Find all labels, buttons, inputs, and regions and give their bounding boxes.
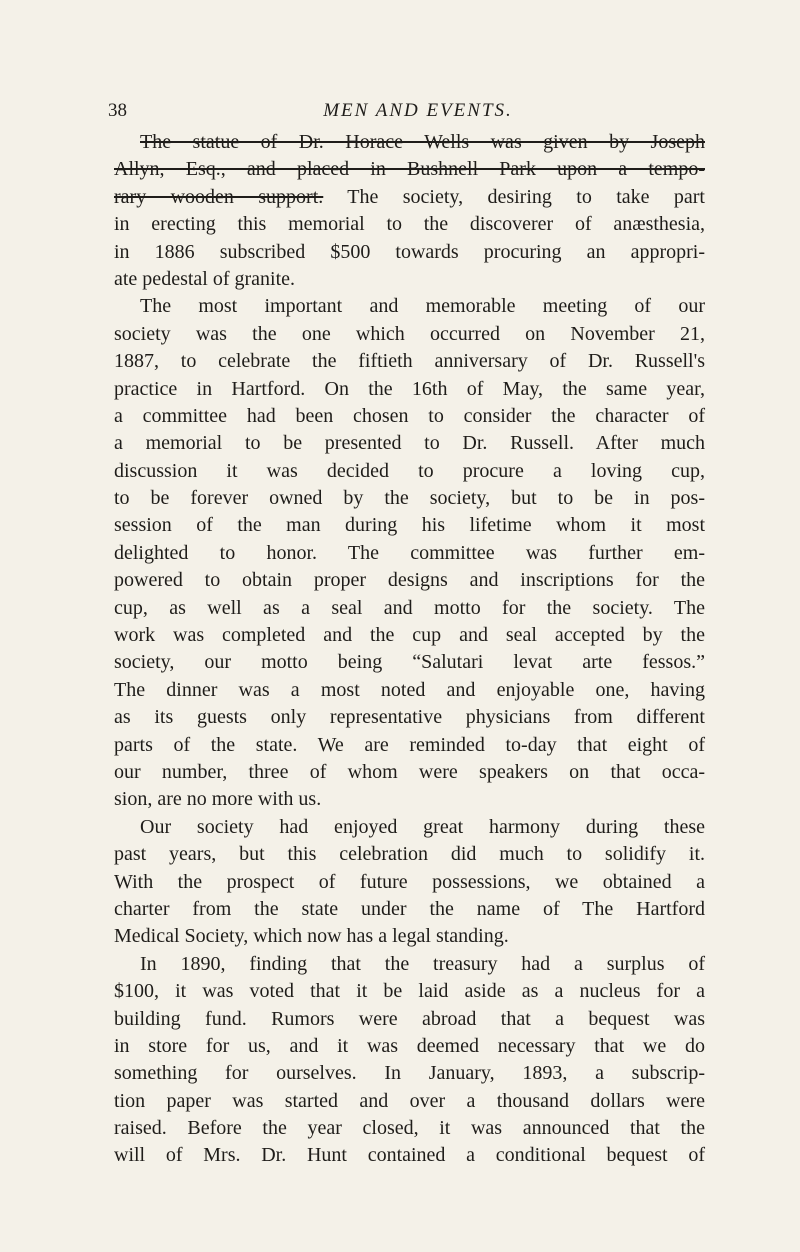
text-segment: building fund. Rumors were abroad that a bequest was [114, 1007, 705, 1030]
text-line [114, 211, 705, 238]
text-line [114, 129, 705, 156]
text-line [114, 266, 705, 293]
text-line [114, 430, 705, 457]
text-line [114, 485, 705, 512]
text-line [114, 951, 705, 978]
text-segment: in 1886 subscribed $500 towards procuring an appropri- [114, 240, 705, 263]
text-segment: ate pedestal of granite. [114, 267, 296, 290]
text-line [114, 1115, 705, 1142]
text-line [114, 622, 705, 649]
text-line [114, 1060, 705, 1087]
text-line [114, 458, 705, 485]
text-line [114, 376, 705, 403]
text-line [114, 184, 705, 211]
text-line [114, 1033, 705, 1060]
text-segment: 1887, to celebrate the fiftieth anniversary of Dr. Russell's [114, 350, 705, 373]
text-segment: something for ourselves. In January, 1893, a subscrip- [114, 1062, 705, 1085]
text-segment: The dinner was a most noted and enjoyable one, having [114, 678, 705, 701]
struck-text: Allyn, Esq., and placed in Bushnell Park upon a tempo- [114, 158, 705, 181]
text-line [114, 540, 705, 567]
text-line [114, 512, 705, 539]
text-line [114, 403, 705, 430]
text-line [114, 293, 705, 320]
text-line [114, 1142, 705, 1169]
text-line [114, 649, 705, 676]
text-segment: charter from the state under the name of The Hartford [114, 897, 705, 920]
text-segment: past years, but this celebration did much to solidify it. [114, 843, 705, 866]
text-line [114, 814, 705, 841]
text-line [114, 923, 705, 950]
text-segment: parts of the state. We are reminded to-day that eight of [114, 733, 705, 756]
text-segment: Our society had enjoyed great harmony during these [140, 815, 705, 838]
text-segment: will of Mrs. Dr. Hunt contained a conditional bequest of [114, 1144, 705, 1167]
text-line [114, 786, 705, 813]
page-number: 38 [108, 100, 127, 121]
text-line [114, 896, 705, 923]
text-line [114, 321, 705, 348]
text-segment: society, our motto being “Salutari levat arte fessos.” [114, 651, 705, 674]
text-line [114, 1006, 705, 1033]
text-line [114, 704, 705, 731]
text-segment: our number, three of whom were speakers on that occa- [114, 760, 705, 783]
running-title: MEN AND EVENTS. [323, 100, 513, 121]
text-line [114, 595, 705, 622]
text-segment: In 1890, finding that the treasury had a surplus of [140, 952, 705, 975]
text-segment: $100, it was voted that it be laid aside as a nucleus for a [114, 980, 705, 1003]
text-segment: With the prospect of future possessions, we obtained a [114, 870, 705, 893]
text-line [114, 732, 705, 759]
text-segment: to be forever owned by the society, but to be in pos- [114, 487, 705, 510]
text-segment: in erecting this memorial to the discoverer of anæsthesia, [114, 213, 705, 236]
text-segment: raised. Before the year closed, it was announced that the [114, 1117, 705, 1140]
text-line [114, 759, 705, 786]
text-segment: powered to obtain proper designs and inscriptions for the [114, 569, 705, 592]
page-header [108, 100, 708, 130]
text-segment: delighted to honor. The committee was further em- [114, 541, 705, 564]
text-line [114, 1088, 705, 1115]
text-segment: discussion it was decided to procure a loving cup, [114, 459, 705, 482]
text-segment: practice in Hartford. On the 16th of May, the same year, [114, 377, 705, 400]
text-segment: The most important and memorable meeting of our [140, 295, 705, 318]
text-line [114, 239, 705, 266]
text-line [114, 978, 705, 1005]
body-text [114, 129, 705, 1170]
text-segment: Medical Society, which now has a legal standing. [114, 925, 509, 948]
struck-text: rary wooden support. [114, 185, 324, 208]
text-segment: work was completed and the cup and seal accepted by the [114, 624, 705, 647]
text-segment: sion, are no more with us. [114, 788, 322, 811]
text-segment: in store for us, and it was deemed necessary that we do [114, 1034, 705, 1057]
text-line [114, 348, 705, 375]
text-segment: tion paper was started and over a thousand dollars were [114, 1089, 705, 1112]
text-line [114, 869, 705, 896]
struck-text: The statue of Dr. Horace Wells was given by Joseph [140, 131, 705, 153]
text-line [114, 156, 705, 183]
text-line [114, 677, 705, 704]
text-line [114, 567, 705, 594]
text-segment: session of the man during his lifetime whom it most [114, 514, 705, 537]
text-segment: society was the one which occurred on November 21, [114, 322, 705, 345]
text-segment: The society, desiring to take part [323, 185, 705, 208]
text-segment: a committee had been chosen to consider the character of [114, 404, 705, 427]
text-segment: cup, as well as a seal and motto for the society. The [114, 596, 705, 619]
text-segment: a memorial to be presented to Dr. Russell. After much [114, 432, 705, 455]
text-line [114, 841, 705, 868]
text-segment: as its guests only representative physicians from different [114, 706, 705, 729]
